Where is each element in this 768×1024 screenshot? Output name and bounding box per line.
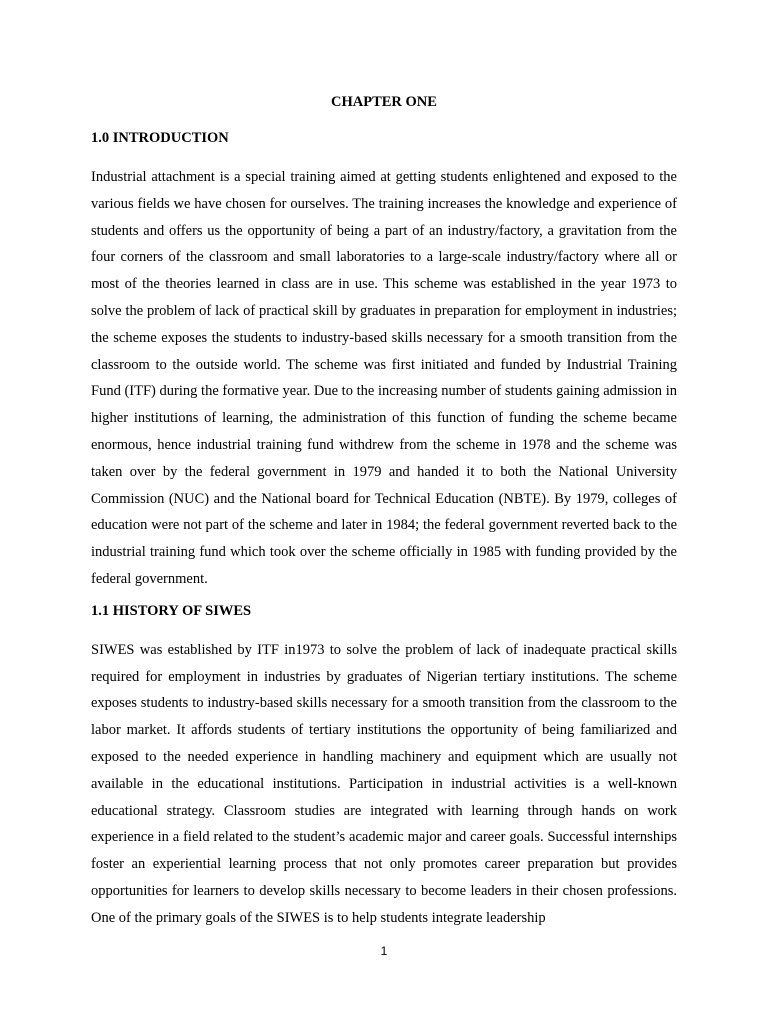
paragraph-history-of-siwes: SIWES was established by ITF in1973 to solve the problem of lack of inadequate practical skills required for employment in industries by graduates of Nigerian tertiary institutions. The scheme exposes students to industry-based skills necessary for a smooth transition from the classroom to the labor market. It affords students of tertiary institutions the opportunity of being familiarized and exposed to the needed experience in handling machinery and equipment which are usually not available in the educational institutions. Participation in industrial activities is a well-known educational strategy. Classroom studies are integrated with learning through hands on work experience in a field related to the student’s academic major and career goals. Successful internships foster an experiential learning process that not only promotes career preparation but provides opportunities for learners to develop skills necessary to become leaders in their chosen professions. One of the primary goals of the SIWES is to help students integrate leadership — [91, 641, 677, 926]
paragraph-introduction: Industrial attachment is a special training aimed at getting students enlightened and exposed to the various fields we have chosen for ourselves. The training increases the knowledge and experience of students and offers us the opportunity of being a part of an industry/factory, a gravitation from the four corners of the classroom and small laboratories to a large-scale industry/factory where all or most of the theories learned in class are in use. This scheme was established in the year 1973 to solve the problem of lack of practical skill by graduates in preparation for employment in industries; the scheme exposes the students to industry-based skills necessary for a smooth transition from the classroom to the outside world. The scheme was first initiated and funded by Industrial Training Fund (ITF) during the formative year. Due to the increasing number of students gaining admission in higher institutions of learning, the administration of this function of funding the scheme became enormous, hence industrial training fund withdrew from the scheme in 1978 and the scheme was taken over by the federal government in 1979 and handed it to both the National University Commission (NUC) and the National board for Technical Education (NBTE). By 1979, colleges of education were not part of the scheme and later in 1984; the federal government reverted back to the industrial training fund which took over the scheme officially in 1985 with funding provided by the federal government. — [91, 169, 677, 587]
page-content — [91, 92, 677, 940]
section-heading-introduction: 1.0 INTRODUCTION — [91, 130, 229, 146]
chapter-title: CHAPTER ONE — [331, 94, 437, 110]
section-heading-history-of-siwes: 1.1 HISTORY OF SIWES — [91, 602, 252, 619]
page-number: 1 — [380, 944, 388, 958]
